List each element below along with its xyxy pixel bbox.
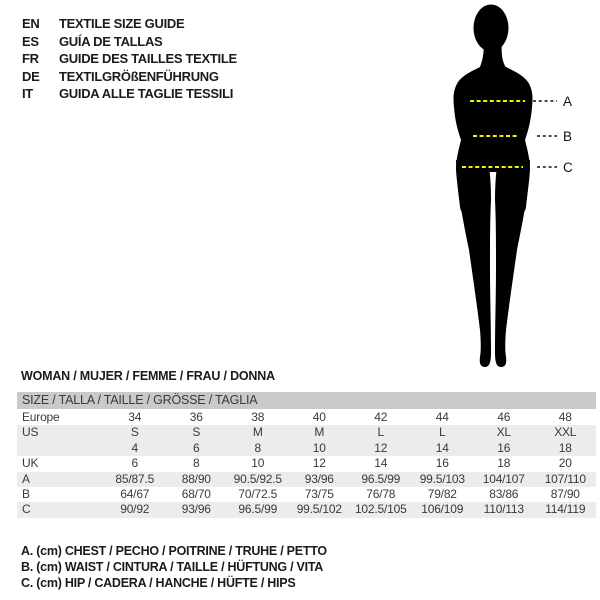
language-row-it	[22, 85, 237, 103]
language-code: FR	[22, 51, 39, 67]
table-cell: 73/75	[304, 486, 334, 501]
table-cell: 64/67	[120, 486, 150, 501]
table-cell: 93/96	[304, 471, 334, 486]
table-cell: 70/72.5	[238, 486, 278, 501]
table-cell: 8	[193, 456, 200, 471]
language-row-de	[22, 68, 237, 86]
table-cell: 20	[558, 456, 572, 471]
legend-row: B. (cm) WAIST / CINTURA / TAILLE / HÜFTUNG / VITA	[21, 560, 324, 575]
size-figure	[430, 0, 590, 372]
legend-row: A. (cm) CHEST / PECHO / POITRINE / TRUHE / PETTO	[21, 544, 327, 558]
table-cell: 104/107	[482, 471, 525, 486]
table-cell: XXL	[554, 425, 577, 440]
table-cell: S	[130, 425, 139, 440]
table-cell: 10	[251, 456, 265, 471]
table-cell: M	[314, 425, 325, 440]
legend-row: C. (cm) HIP / CADERA / HANCHE / HÜFTE / HIPS	[21, 576, 296, 591]
table-cell: 114/119	[545, 502, 586, 517]
table-row-line	[17, 410, 596, 425]
table-cell: 4	[131, 440, 138, 455]
table-cell: S	[192, 425, 201, 440]
language-row-en	[22, 15, 237, 33]
table-cell: 106/109	[421, 502, 464, 517]
language-row-es	[22, 33, 237, 51]
table-cell: 99.5/102	[296, 502, 342, 517]
row-label: A	[22, 471, 30, 486]
table-cell: 6	[131, 456, 138, 471]
table-cell: M	[252, 425, 263, 440]
row-label: US	[22, 425, 39, 440]
table-cell: 18	[497, 456, 511, 471]
table-cell: 16	[497, 440, 511, 455]
table-cell: 79/82	[427, 486, 457, 501]
table-row-a	[17, 472, 596, 487]
table-cell: 83/86	[489, 486, 519, 501]
table-cell: 76/78	[366, 486, 396, 501]
table-cell: 46	[497, 410, 511, 424]
table-row-uk	[17, 456, 596, 471]
table-cell: 14	[374, 456, 388, 471]
table-cell: 90/92	[120, 502, 150, 517]
table-row-line	[17, 472, 596, 487]
table-cell: 110/113	[483, 502, 524, 517]
table-cell: 87/90	[550, 486, 580, 501]
table-row-line	[17, 425, 596, 440]
table-cell: 99.5/103	[419, 471, 465, 486]
language-title: TEXTILE SIZE GUIDE	[59, 16, 185, 31]
table-group-title: WOMAN / MUJER / FEMME / FRAU / DONNA	[21, 369, 275, 383]
table-cell: 14	[435, 440, 449, 455]
table-cell: 96.5/99	[238, 502, 278, 517]
table-row-us	[17, 425, 596, 456]
language-list	[22, 15, 237, 103]
table-cell: 107/110	[544, 471, 586, 486]
table-cell: 93/96	[181, 502, 211, 517]
table-cell: 85/87.5	[115, 471, 155, 486]
measurement-legend	[21, 543, 327, 592]
row-label: B	[22, 486, 30, 501]
table-cell: 90.5/92.5	[233, 471, 282, 486]
table-cell: 12	[312, 456, 326, 471]
table-row-line	[17, 441, 596, 456]
table-row-line	[17, 487, 596, 502]
table-cell: 88/90	[181, 471, 211, 486]
table-row-line	[17, 456, 596, 471]
table-cell: 42	[374, 410, 388, 424]
table-cell: L	[439, 425, 446, 440]
table-row-b	[17, 487, 596, 502]
table-cell: 16	[435, 456, 449, 471]
table-row-line	[17, 502, 596, 517]
marker-label-a: A	[563, 94, 573, 109]
language-row-fr	[22, 50, 237, 68]
language-title: GUIDA ALLE TAGLIE TESSILI	[59, 86, 234, 102]
language-code: EN	[22, 16, 40, 31]
size-table-body	[17, 410, 596, 518]
language-code: IT	[22, 86, 33, 102]
table-cell: 68/70	[181, 486, 211, 501]
language-title: TEXTILGRÖßENFÜHRUNG	[59, 68, 219, 84]
language-title: GUÍA DE TALLAS	[59, 33, 163, 49]
silhouette-left-leg	[456, 160, 491, 367]
row-label: UK	[22, 456, 39, 471]
table-cell: 10	[312, 440, 326, 455]
table-cell: 40	[312, 410, 326, 424]
marker-label-b: B	[563, 129, 573, 144]
table-cell: 48	[558, 410, 572, 424]
woman-silhouette-graphic	[430, 0, 590, 372]
table-cell: L	[377, 425, 384, 440]
table-cell: 6	[193, 440, 200, 455]
table-cell: 12	[374, 440, 388, 455]
marker-label-c: C	[563, 160, 573, 175]
table-cell: 18	[558, 440, 572, 455]
table-cell: 8	[254, 440, 261, 455]
language-title: GUIDE DES TAILLES TEXTILE	[59, 51, 237, 67]
table-row-europe	[17, 410, 596, 425]
table-cell: 34	[128, 410, 142, 424]
table-cell: 102.5/105	[354, 502, 407, 517]
row-label	[17, 441, 104, 456]
row-label: C	[22, 502, 31, 517]
row-label: Europe	[22, 410, 60, 424]
table-cell: 44	[435, 410, 449, 424]
table-row-c	[17, 502, 596, 517]
language-code: DE	[22, 68, 40, 84]
language-code: ES	[22, 33, 39, 49]
silhouette-right-leg	[495, 160, 530, 367]
size-table	[17, 392, 596, 518]
size-table-header: SIZE / TALLA / TAILLE / GRÖSSE / TAGLIA	[17, 392, 596, 409]
table-cell: 96.5/99	[361, 471, 401, 486]
table-cell: 36	[189, 410, 203, 424]
table-cell: XL	[496, 425, 511, 440]
table-cell: 38	[251, 410, 265, 424]
